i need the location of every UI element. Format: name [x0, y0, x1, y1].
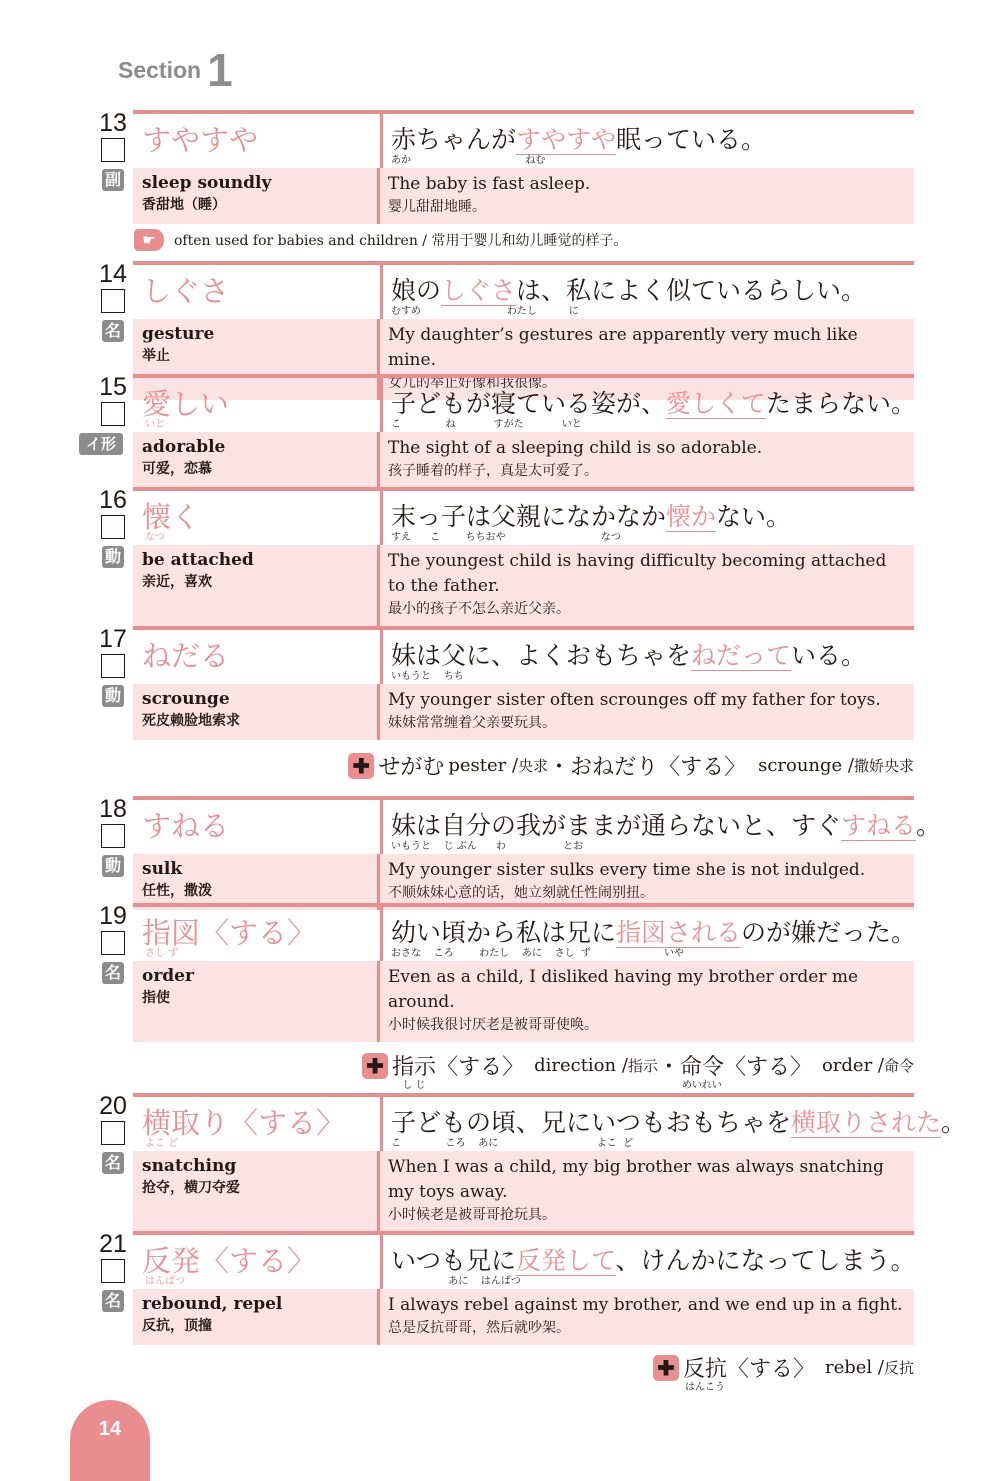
chinese-meaning: 任性，撒泼	[142, 883, 212, 899]
english-meaning: sulk	[142, 859, 183, 879]
sentence-reading: あに はんぱつ	[391, 1276, 521, 1287]
related-suffix: 〈する〉	[436, 1055, 525, 1080]
translation-chinese: 孩子睡着的样子，真是太可爱了。	[388, 463, 598, 479]
translation-chinese: 小时候老是被哥哥抢玩具。	[388, 1207, 556, 1223]
separator: ・	[657, 1055, 680, 1080]
sentence-part: 妹は父に、よくおもちゃを	[391, 641, 692, 670]
sentence-highlight: 愛しくて	[666, 389, 767, 418]
entry-number: 19	[99, 902, 127, 930]
translation-english: My younger sister often scrounges off my father for toys.	[388, 690, 881, 710]
translation-english: The baby is fast asleep.	[388, 174, 591, 194]
headword: 反発〈する〉	[142, 1244, 317, 1278]
entry-number-column	[96, 487, 130, 568]
study-checkbox[interactable]	[101, 402, 125, 426]
section-label: Section	[118, 57, 202, 83]
headword: 懐く	[142, 500, 201, 534]
english-meaning: be attached	[142, 550, 254, 570]
entry-card	[133, 903, 917, 1042]
sentence-part: 。	[941, 1108, 967, 1137]
sentence-part: のが嫌だった。	[741, 918, 917, 947]
headword-reading: さし ず	[145, 948, 179, 959]
english-meaning: scrounge	[142, 689, 230, 709]
study-checkbox[interactable]	[101, 824, 125, 848]
section-heading	[118, 44, 233, 96]
entry-card	[133, 487, 914, 626]
entry-number: 14	[99, 260, 127, 288]
related-english: scrounge /	[758, 755, 854, 776]
entry-card	[133, 110, 914, 224]
entry-number: 13	[99, 109, 127, 137]
part-of-speech-badge: 動	[102, 546, 124, 568]
english-meaning: gesture	[142, 324, 215, 344]
related-english: order /	[821, 1055, 884, 1076]
sentence-highlight: 懐か	[666, 502, 717, 531]
related-word: 反抗	[682, 1357, 727, 1382]
sentence-part: ない。	[716, 502, 792, 531]
translation-english: When I was a child, my big brother was always snatching my toys away.	[388, 1157, 884, 1202]
headword-reading: なつ	[145, 532, 165, 543]
related-chinese: 撒娇央求	[853, 757, 914, 775]
entry-number-column	[96, 626, 130, 707]
sentence-highlight: 指図される	[616, 918, 742, 947]
entry-number: 16	[99, 486, 127, 514]
study-checkbox[interactable]	[101, 289, 125, 313]
sentence-part: 妹は自分の我がままが通らないと、すぐ	[391, 811, 842, 840]
chinese-meaning: 可爱，恋慕	[142, 461, 212, 477]
sentence-reading: いもうと ちち	[391, 671, 464, 682]
sentence-part: いつも兄に	[391, 1246, 517, 1275]
sentence-part: 、けんかになってしまう。	[615, 1246, 916, 1275]
part-of-speech-badge: 名	[102, 1290, 124, 1312]
translation-chinese: 小时候我很讨厌老是被哥哥使唤。	[388, 1017, 598, 1033]
headword: すやすや	[142, 123, 259, 157]
headword: すねる	[142, 809, 230, 843]
headword: しぐさ	[142, 274, 230, 308]
related-english: pester /	[448, 755, 519, 776]
entry-number-column	[85, 373, 130, 455]
related-suffix: 〈する〉	[723, 1055, 812, 1080]
page-number: 14	[70, 1400, 150, 1481]
entry-number-column	[96, 1093, 130, 1174]
english-meaning: snatching	[142, 1156, 237, 1176]
related-reading: めいれい	[681, 1080, 722, 1091]
sentence-part: 幼い頃から私は兄に	[391, 918, 617, 947]
sentence-part: 娘の	[391, 276, 442, 305]
related-suffix: 〈する〉	[726, 1357, 815, 1382]
translation-english: My younger sister sulks every time she is not indulged.	[388, 860, 866, 880]
related-word: おねだり〈する〉	[570, 755, 747, 780]
part-of-speech-badge: 名	[102, 320, 124, 342]
translation-english: The sight of a sleeping child is so adorable.	[388, 438, 763, 458]
related-reading: し じ	[402, 1080, 426, 1091]
pointing-hand-icon: ☛	[134, 229, 164, 251]
headword-reading: よこ ど	[145, 1138, 179, 1149]
part-of-speech-badge: 動	[102, 855, 124, 877]
english-meaning: order	[142, 966, 194, 986]
sentence-highlight: すやすや	[516, 125, 617, 154]
sentence-reading: あか ねむ	[391, 155, 546, 166]
related-chinese: 反抗	[883, 1359, 914, 1377]
sentence-highlight: 横取りされた	[791, 1108, 942, 1137]
sentence-part: いる。	[791, 641, 867, 670]
english-meaning: rebound, repel	[142, 1294, 283, 1314]
entry-number: 18	[99, 795, 127, 823]
translation-chinese: 妹妹常常缠着父亲要玩具。	[388, 715, 556, 731]
entry-number: 20	[99, 1092, 127, 1120]
entry-number: 17	[99, 625, 127, 653]
part-of-speech-badge: 動	[102, 685, 124, 707]
translation-english: Even as a child, I disliked having my brother order me around.	[388, 967, 859, 1012]
sentence-reading: むすめ わたし に	[391, 306, 579, 317]
headword: ねだる	[142, 639, 230, 673]
english-meaning: adorable	[142, 437, 226, 457]
study-checkbox[interactable]	[101, 1121, 125, 1145]
entry-card	[133, 626, 914, 740]
entry-number-column	[96, 796, 130, 877]
related-words-17	[348, 750, 914, 781]
sentence-part: は、私によく似ているらしい。	[516, 276, 867, 305]
translation-chinese: 不顺妹妹心意的话，她立刻就任性闹别扭。	[388, 885, 654, 901]
separator: ・	[548, 755, 571, 780]
study-checkbox[interactable]	[101, 1259, 125, 1283]
related-chinese: 指示	[627, 1057, 658, 1075]
sentence-reading: こ ころ あに よこ ど	[391, 1138, 634, 1149]
sentence-highlight: すねる	[841, 811, 917, 840]
entry-card	[133, 1093, 967, 1232]
sentence-reading: こ ね すがた いと	[391, 419, 582, 430]
entry-card	[133, 796, 942, 910]
usage-note-text: often used for babies and children / 常用于婴儿和幼儿睡觉的样子。	[174, 233, 628, 249]
sentence-part: 眠っている。	[616, 125, 767, 154]
entry-number-column	[96, 1231, 130, 1312]
entry-number-column	[96, 110, 130, 191]
entry-number: 15	[99, 373, 127, 401]
related-reading: はんこう	[684, 1382, 725, 1393]
related-english: rebel /	[825, 1357, 884, 1378]
headword-reading: はんぱつ	[145, 1276, 185, 1287]
plus-icon	[362, 1053, 388, 1079]
translation-chinese: 女儿的举止好像和我很像。	[388, 375, 556, 391]
related-chinese: 命令	[883, 1057, 914, 1075]
chinese-meaning: 反抗，顶撞	[142, 1318, 212, 1334]
plus-icon	[653, 1355, 679, 1381]
english-meaning: sleep soundly	[142, 173, 272, 193]
part-of-speech-badge: 副	[102, 169, 124, 191]
sentence-highlight: 反発して	[516, 1246, 616, 1275]
sentence-part: 末っ子は父親になかなか	[391, 502, 667, 531]
entry-number: 21	[99, 1230, 127, 1258]
study-checkbox[interactable]	[101, 654, 125, 678]
section-number: 1	[207, 44, 233, 96]
usage-note-13	[134, 229, 627, 251]
chinese-meaning: 举止	[142, 348, 170, 364]
chinese-meaning: 抢夺，横刀夺爱	[142, 1180, 240, 1196]
chinese-meaning: 亲近，喜欢	[142, 574, 212, 590]
part-of-speech-badge: 名	[102, 1152, 124, 1174]
study-checkbox[interactable]	[101, 138, 125, 162]
sentence-part: 。	[916, 811, 942, 840]
related-words-21	[653, 1352, 914, 1393]
related-words-19	[362, 1050, 914, 1091]
sentence-part: 子どもが寝ている姿が、	[391, 389, 667, 418]
sentence-part: たまらない。	[766, 389, 917, 418]
headword: 横取り〈する〉	[142, 1106, 346, 1140]
sentence-reading: おさな ころ わたし あに さし ず いや	[391, 948, 685, 959]
plus-icon	[348, 753, 374, 779]
translation-english: I always rebel against my brother, and we end up in a fight.	[388, 1295, 903, 1315]
related-english: direction /	[534, 1055, 628, 1076]
translation-chinese: 婴儿甜甜地睡。	[388, 199, 486, 215]
study-checkbox[interactable]	[101, 515, 125, 539]
entry-number-column	[96, 261, 130, 342]
part-of-speech-badge: 名	[102, 962, 124, 984]
sentence-reading: いもうと じ ぶん わ とお	[391, 841, 584, 852]
related-word: 命令	[679, 1055, 724, 1080]
translation-english: My daughter’s gestures are apparently very much like mine.	[388, 325, 858, 370]
translation-chinese: 最小的孩子不怎么亲近父亲。	[388, 601, 570, 617]
related-word: 指示	[392, 1055, 437, 1080]
related-chinese: 央求	[518, 757, 549, 775]
sentence-highlight: ねだって	[691, 641, 792, 670]
related-word: せがむ	[378, 755, 445, 780]
study-checkbox[interactable]	[101, 931, 125, 955]
chinese-meaning: 死皮赖脸地索求	[142, 713, 240, 729]
part-of-speech-badge: イ形	[79, 433, 123, 455]
translation-chinese: 总是反抗哥哥，然后就吵架。	[388, 1320, 570, 1336]
entry-card	[133, 1231, 914, 1345]
entry-number-column	[96, 903, 130, 984]
headword: 愛しい	[142, 387, 230, 421]
headword-reading: いと	[145, 419, 165, 430]
translation-english: The youngest child is having difficulty becoming attached to the father.	[388, 551, 887, 596]
chinese-meaning: 指使	[142, 990, 170, 1006]
sentence-part: 赤ちゃんが	[391, 125, 517, 154]
headword: 指図〈する〉	[142, 916, 317, 950]
sentence-highlight: しぐさ	[441, 276, 517, 305]
chinese-meaning: 香甜地（睡）	[142, 197, 226, 213]
sentence-part: 子どもの頃、兄にいつもおもちゃを	[391, 1108, 792, 1137]
entry-card	[133, 374, 917, 488]
sentence-reading: すえ こ ちちおや なつ	[391, 532, 621, 543]
